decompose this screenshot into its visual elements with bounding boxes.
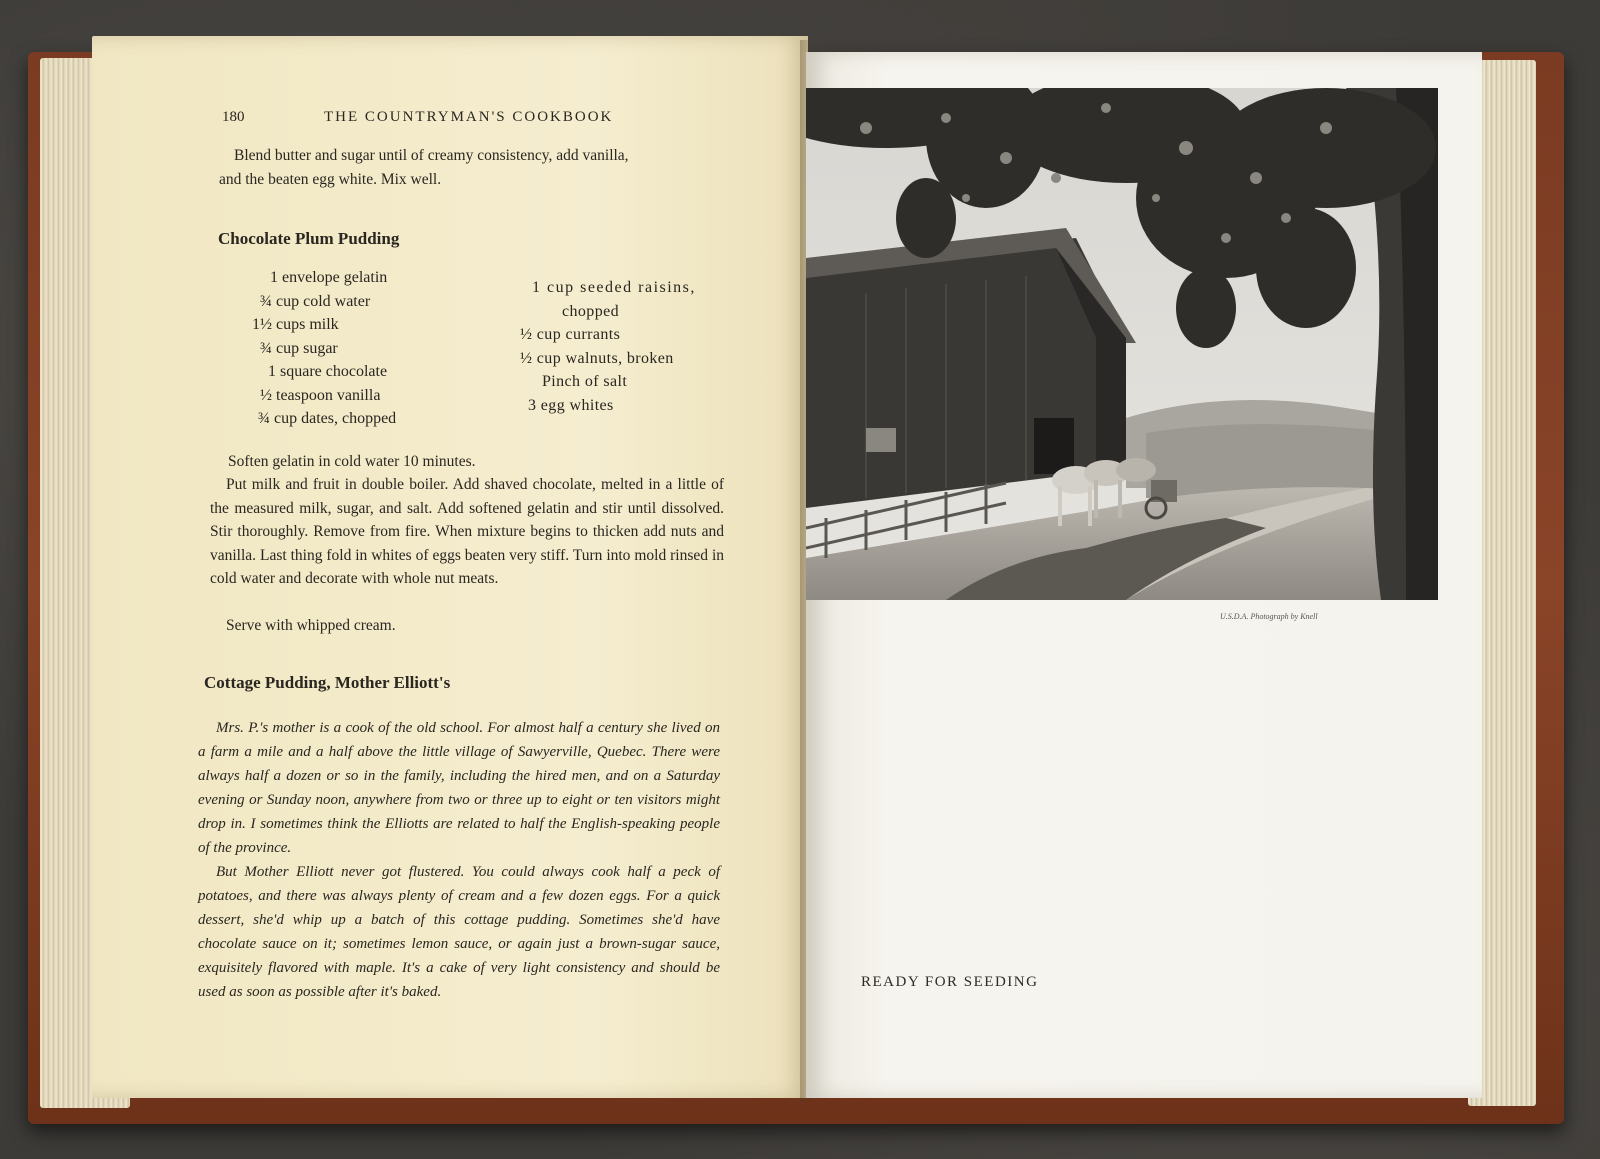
ingredient-list-left [252,266,396,431]
left-page [92,36,808,1098]
photo-credit: U.S.D.A. Photograph by Knell [1220,612,1318,621]
direction-step-3: Serve with whipped cream. [226,617,396,634]
ingredient-item: 1 envelope gelatin [270,269,388,286]
intro-line-2: and the beaten egg white. Mix well. [219,171,442,188]
ingredient-item: Pinch of salt [542,373,628,390]
ingredient-item: ½ cup currants [520,326,621,343]
ingredient-item: 1½ cups milk [252,316,339,333]
ingredient-list-right [520,276,696,417]
direction-step-2: Put milk and fruit in double boiler. Add shaved chocolate, melted in a little of the measured milk, sugar, and salt. Add softened gelatin and stir until dissolved. Stir thoroughly. Remove from fire. When mixture begins to thicken add nuts and vanilla. Last thing fold in whites of eggs beaten very stiff. Turn into mold rinsed in cold water and decorate with whole nut meats. [210,476,724,587]
ingredient-item: 1 cup seeded raisins, [532,279,696,296]
ingredient-item: ½ cup walnuts, broken [520,349,674,367]
story-paragraph-1: Mrs. P.'s mother is a cook of the old school. For almost half a century she lived on a farm a mile and a half above the little village of Sawyerville, Quebec. There were always half a dozen or so in the family, including the hired men, and on a Saturday evening or Sunday noon, anywhere from two or three up to eight or ten visitors might drop in. I sometimes think the Elliotts are related to half the English-speaking people of the province. [198,720,720,856]
photo-caption: READY FOR SEEDING [861,974,1039,990]
direction-step-1: Soften gelatin in cold water 10 minutes. [228,453,476,470]
ingredient-item: ¾ cup sugar [260,339,338,357]
intro-line-1: Blend butter and sugar until of creamy consistency, add vanilla, [234,147,629,164]
ingredient-item: chopped [562,302,620,320]
ingredient-item: ¾ cup dates, chopped [258,410,397,427]
ingredient-item: 1 square chocolate [268,363,388,380]
story-paragraph-2: But Mother Elliott never got flustered. You could always cook half a peck of potatoes, and there was always plenty of cream and a few dozen eggs. For a quick dessert, she'd whip up a batch of this cottage pudding. Sometimes she'd have chocolate sauce on it; sometimes lemon sauce, or again just a brown-sugar sauce, exquisitely flavored with maple. It's a cake of very light consistency and should be used as soon as possible after it's baked. [198,864,720,1000]
recipe-title: Chocolate Plum Pudding [218,229,400,248]
page-number: 180 [222,109,245,125]
ingredient-item: 3 egg whites [528,396,614,414]
right-page [806,52,1482,1098]
ingredient-item: ½ teaspoon vanilla [260,386,381,404]
recipe-title: Cottage Pudding, Mother Elliott's [204,673,451,692]
running-title: THE COUNTRYMAN'S COOKBOOK [324,109,614,125]
ingredient-item: ¾ cup cold water [260,292,371,310]
barn-photograph [806,88,1438,600]
